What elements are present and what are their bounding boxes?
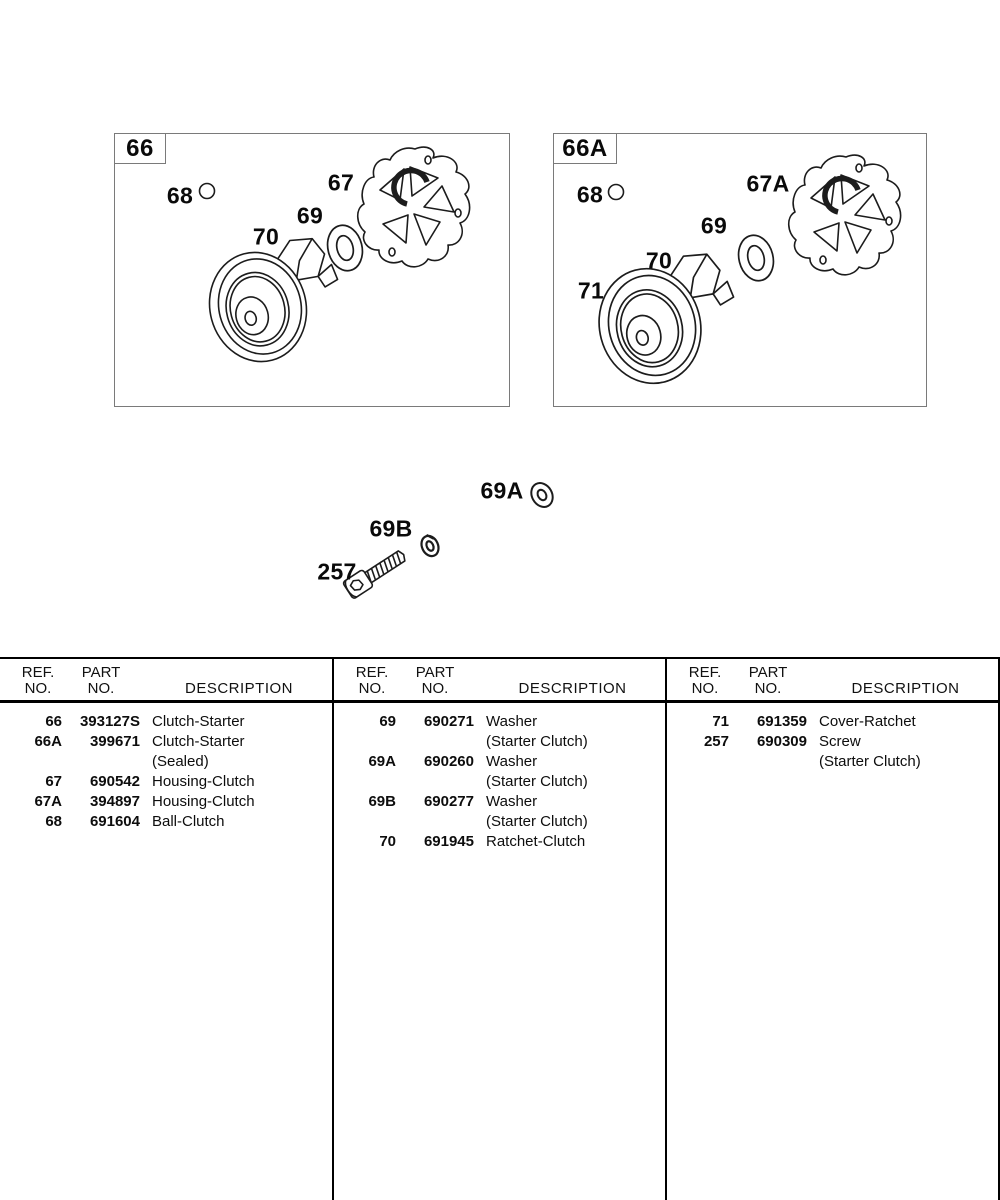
description-line: Ratchet-Clutch: [486, 833, 586, 850]
header-ref-line1: REF.: [21, 664, 55, 681]
header-part-no: [396, 665, 474, 697]
callout-70a: 70: [645, 247, 673, 274]
callout-68: 68: [166, 182, 194, 209]
header-part-line2: NO.: [87, 680, 115, 697]
table-row: [681, 712, 998, 732]
part-no: 690542: [89, 773, 140, 790]
description: [140, 712, 332, 732]
housing-clutch-67a-drawing: [789, 155, 901, 275]
header-part-line1: PART: [748, 664, 788, 681]
washer-69-sealed-drawing: [734, 232, 778, 285]
header-ref-line1: REF.: [355, 664, 389, 681]
ref-no: 66A: [34, 733, 62, 750]
description-line: Washer: [486, 713, 538, 730]
description: [140, 792, 332, 812]
callout-69b: 69B: [369, 515, 413, 542]
parts-table-column-1: [0, 659, 332, 1200]
callout-69a-box: 69: [700, 212, 728, 239]
header-ref-no: [14, 665, 62, 697]
callout-70: 70: [252, 223, 280, 250]
header-ref-line1: REF.: [688, 664, 722, 681]
table-row: [14, 792, 332, 812]
table-row: [348, 832, 665, 852]
table-rows: [334, 703, 665, 852]
description: [474, 792, 665, 832]
housing-clutch-67-drawing: [358, 147, 470, 267]
table-row: [348, 712, 665, 752]
callout-257: 257: [317, 558, 357, 585]
ref-no: 69B: [368, 793, 396, 810]
box-label-66: 66: [114, 133, 166, 164]
header-description: DESCRIPTION: [518, 680, 627, 697]
description-line: (Starter Clutch): [486, 773, 588, 790]
parts-table: [0, 657, 1000, 1200]
callout-69a: 69A: [480, 477, 524, 504]
ref-no: 67: [45, 773, 62, 790]
table-row: [348, 752, 665, 792]
part-no: 393127S: [79, 713, 140, 730]
table-row: [681, 732, 998, 772]
ref-no: 257: [703, 733, 729, 750]
callout-71: 71: [577, 277, 605, 304]
header-part-line2: NO.: [421, 680, 449, 697]
ref-no: 68: [45, 813, 62, 830]
header-ref-line2: NO.: [358, 680, 386, 697]
parts-table-column-3: [665, 659, 998, 1200]
description: [140, 772, 332, 792]
ball-clutch-68a-drawing: [609, 185, 624, 200]
header-ref-line2: NO.: [691, 680, 719, 697]
part-no: 690277: [423, 793, 474, 810]
callout-67a: 67A: [746, 170, 790, 197]
part-no: 691359: [756, 713, 807, 730]
washer-69a-drawing: [527, 479, 557, 511]
part-no: 690260: [423, 753, 474, 770]
lockwasher-69b-drawing: [418, 532, 442, 559]
table-row: [14, 712, 332, 732]
description: [474, 832, 665, 852]
table-row: [14, 732, 332, 772]
description-line: Washer: [486, 793, 538, 810]
box-label-66a: 66A: [553, 133, 617, 164]
header-ref-no: [681, 665, 729, 697]
table-row: [14, 772, 332, 792]
description: [140, 732, 332, 772]
description-line: (Starter Clutch): [486, 813, 588, 830]
table-row: [14, 812, 332, 832]
description-line: Clutch-Starter: [152, 733, 245, 750]
parts-table-column-2: [332, 659, 665, 1200]
description-line: Ball-Clutch: [152, 813, 225, 830]
ball-clutch-68-drawing: [200, 184, 215, 199]
table-header: [334, 659, 665, 703]
callout-69: 69: [296, 202, 324, 229]
description-line: Screw: [819, 733, 861, 750]
header-description: DESCRIPTION: [184, 680, 293, 697]
description: [474, 752, 665, 792]
ref-no: 66: [45, 713, 62, 730]
table-rows: [0, 703, 332, 832]
description-line: (Sealed): [152, 753, 209, 770]
callout-67: 67: [327, 169, 355, 196]
part-no: 690271: [423, 713, 474, 730]
description-line: (Starter Clutch): [486, 733, 588, 750]
table-row: [348, 792, 665, 832]
part-no: 399671: [89, 733, 140, 750]
table-rows: [667, 703, 998, 772]
ref-no: 70: [379, 833, 396, 850]
description-line: (Starter Clutch): [819, 753, 921, 770]
description: [474, 712, 665, 752]
part-no: 394897: [89, 793, 140, 810]
ref-no: 69A: [368, 753, 396, 770]
description-line: Housing-Clutch: [152, 773, 255, 790]
header-part-no: [62, 665, 140, 697]
header-part-line2: NO.: [754, 680, 782, 697]
description: [807, 732, 998, 772]
ref-no: 67A: [34, 793, 62, 810]
description-line: Washer: [486, 753, 538, 770]
description-line: Clutch-Starter: [152, 713, 245, 730]
part-no: 691945: [423, 833, 474, 850]
callout-68a: 68: [576, 181, 604, 208]
description-line: Housing-Clutch: [152, 793, 255, 810]
header-ref-no: [348, 665, 396, 697]
ref-no: 69: [379, 713, 396, 730]
description-line: Cover-Ratchet: [819, 713, 916, 730]
part-no: 690309: [756, 733, 807, 750]
description: [140, 812, 332, 832]
header-part-line1: PART: [415, 664, 455, 681]
table-header: [667, 659, 998, 703]
description: [807, 712, 998, 732]
header-ref-line2: NO.: [24, 680, 52, 697]
part-no: 691604: [89, 813, 140, 830]
table-header: [0, 659, 332, 703]
ref-no: 71: [712, 713, 729, 730]
header-part-no: [729, 665, 807, 697]
header-part-line1: PART: [81, 664, 121, 681]
header-description: DESCRIPTION: [851, 680, 960, 697]
